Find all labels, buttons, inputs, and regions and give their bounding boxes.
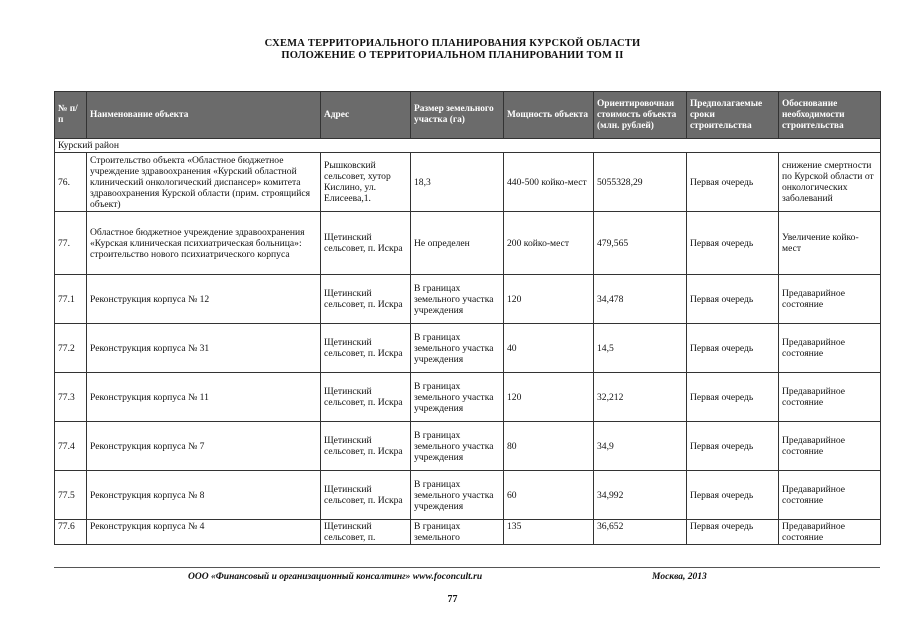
table-row bbox=[55, 324, 881, 373]
cell-area: В границах земельного участка учреждения bbox=[411, 275, 504, 324]
cell-area: В границах земельного участка учреждения bbox=[411, 422, 504, 471]
cell-name: Реконструкция корпуса № 31 bbox=[87, 324, 321, 373]
table-row bbox=[55, 471, 881, 520]
cell-reason: Предаварийное состояние bbox=[779, 373, 881, 422]
cell-term: Первая очередь bbox=[687, 275, 779, 324]
cell-capacity: 120 bbox=[504, 275, 594, 324]
cell-address: Рышковский сельсовет, хутор Кислино, ул. Елисеева,1. bbox=[321, 153, 411, 212]
table-row bbox=[55, 373, 881, 422]
cell-name: Реконструкция корпуса № 8 bbox=[87, 471, 321, 520]
cell-cost: 34,992 bbox=[594, 471, 687, 520]
document-title bbox=[0, 38, 905, 62]
cell-area: 18,3 bbox=[411, 153, 504, 212]
col-header-area: Размер земельного участка (га) bbox=[411, 92, 504, 139]
district-name: Курский район bbox=[55, 139, 881, 153]
cell-reason: Предаварийное состояние bbox=[779, 422, 881, 471]
cell-cost: 32,212 bbox=[594, 373, 687, 422]
col-header-cost: Ориентировочная стоимость объекта (млн. рублей) bbox=[594, 92, 687, 139]
objects-table bbox=[54, 91, 881, 545]
cell-name: Реконструкция корпуса № 7 bbox=[87, 422, 321, 471]
cell-cost: 14,5 bbox=[594, 324, 687, 373]
cell-reason: снижение смертности по Курской области от онкологических заболеваний bbox=[779, 153, 881, 212]
cell-num: 77.2 bbox=[55, 324, 87, 373]
cell-capacity: 60 bbox=[504, 471, 594, 520]
cell-reason: Предаварийное состояние bbox=[779, 324, 881, 373]
cell-name: Реконструкция корпуса № 12 bbox=[87, 275, 321, 324]
cell-capacity: 80 bbox=[504, 422, 594, 471]
cell-name: Реконструкция корпуса № 11 bbox=[87, 373, 321, 422]
col-header-address: Адрес bbox=[321, 92, 411, 139]
col-header-num: № п/п bbox=[55, 92, 87, 139]
cell-address: Щетинский сельсовет, п. Искра bbox=[321, 422, 411, 471]
col-header-term: Предполагаемые сроки строительства bbox=[687, 92, 779, 139]
cell-area: В границах земельного участка учреждения bbox=[411, 373, 504, 422]
cell-name: Строительство объекта «Областное бюджетное учреждение здравоохранения «Курский областной клинический онкологический диспансер» комитета здравоохранения Курской области (прим. строящийся объект) bbox=[87, 153, 321, 212]
cell-term: Первая очередь bbox=[687, 422, 779, 471]
cell-capacity: 135 bbox=[504, 520, 594, 545]
col-header-capacity: Мощность объекта bbox=[504, 92, 594, 139]
cell-num: 76. bbox=[55, 153, 87, 212]
cell-term: Первая очередь bbox=[687, 520, 779, 545]
cell-capacity: 40 bbox=[504, 324, 594, 373]
cell-address: Щетинский сельсовет, п. Искра bbox=[321, 324, 411, 373]
cell-area: В границах земельного bbox=[411, 520, 504, 545]
cell-name: Областное бюджетное учреждение здравоохранения «Курская клиническая психиатрическая больница»: строительство нового психиатрического корпуса bbox=[87, 212, 321, 275]
table-row bbox=[55, 520, 881, 545]
cell-term: Первая очередь bbox=[687, 471, 779, 520]
cell-term: Первая очередь bbox=[687, 324, 779, 373]
table-row bbox=[55, 212, 881, 275]
title-line-1: СХЕМА ТЕРРИТОРИАЛЬНОГО ПЛАНИРОВАНИЯ КУРСКОЙ ОБЛАСТИ bbox=[264, 38, 641, 49]
cell-reason: Предаварийное состояние bbox=[779, 520, 881, 545]
table-row bbox=[55, 153, 881, 212]
col-header-name: Наименование объекта bbox=[87, 92, 321, 139]
table-header-row bbox=[55, 92, 881, 139]
cell-address: Щетинский сельсовет, п. Искра bbox=[321, 212, 411, 275]
cell-cost: 34,9 bbox=[594, 422, 687, 471]
cell-area: Не определен bbox=[411, 212, 504, 275]
footer-city-year: Москва, 2013 bbox=[652, 572, 707, 582]
cell-term: Первая очередь bbox=[687, 153, 779, 212]
table-row bbox=[55, 275, 881, 324]
cell-reason: Предаварийное состояние bbox=[779, 275, 881, 324]
footer-company: ООО «Финансовый и организационный консалтинг» www.foconcult.ru bbox=[188, 572, 483, 582]
cell-cost: 5055328,29 bbox=[594, 153, 687, 212]
cell-area: В границах земельного участка учреждения bbox=[411, 471, 504, 520]
cell-cost: 36,652 bbox=[594, 520, 687, 545]
footer-divider bbox=[54, 567, 880, 568]
cell-capacity: 440-500 койко-мест bbox=[504, 153, 594, 212]
cell-address: Щетинский сельсовет, п. Искра bbox=[321, 373, 411, 422]
cell-term: Первая очередь bbox=[687, 373, 779, 422]
cell-cost: 479,565 bbox=[594, 212, 687, 275]
cell-address: Щетинский сельсовет, п. Искра bbox=[321, 275, 411, 324]
cell-num: 77.6 bbox=[55, 520, 87, 545]
cell-num: 77.1 bbox=[55, 275, 87, 324]
cell-area: В границах земельного участка учреждения bbox=[411, 324, 504, 373]
cell-num: 77.5 bbox=[55, 471, 87, 520]
cell-reason: Увеличение койко-мест bbox=[779, 212, 881, 275]
cell-name: Реконструкция корпуса № 4 bbox=[87, 520, 321, 545]
table-row bbox=[55, 422, 881, 471]
cell-term: Первая очередь bbox=[687, 212, 779, 275]
col-header-reason: Обоснование необходимости строительства bbox=[779, 92, 881, 139]
cell-address: Щетинский сельсовет, п. bbox=[321, 520, 411, 545]
cell-num: 77.3 bbox=[55, 373, 87, 422]
district-row bbox=[55, 139, 881, 153]
cell-cost: 34,478 bbox=[594, 275, 687, 324]
cell-capacity: 200 койко-мест bbox=[504, 212, 594, 275]
cell-reason: Предаварийное состояние bbox=[779, 471, 881, 520]
cell-address: Щетинский сельсовет, п. Искра bbox=[321, 471, 411, 520]
title-line-2: ПОЛОЖЕНИЕ О ТЕРРИТОРИАЛЬНОМ ПЛАНИРОВАНИИ ТОМ II bbox=[281, 50, 624, 61]
cell-capacity: 120 bbox=[504, 373, 594, 422]
page-number: 77 bbox=[447, 594, 458, 605]
cell-num: 77. bbox=[55, 212, 87, 275]
cell-num: 77.4 bbox=[55, 422, 87, 471]
